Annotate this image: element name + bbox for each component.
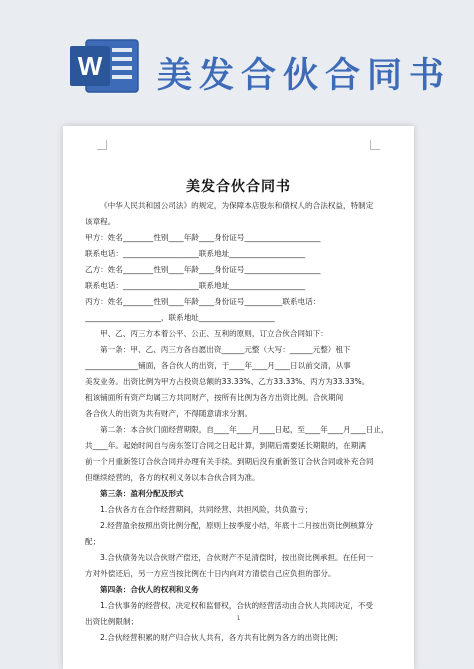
document-line: 2.经营盈余按照出资比例分配，原则上按季度小结，年底十二月按出资比例核算分 <box>100 521 374 530</box>
document-line: 第一条：甲、乙、丙三方各自愿出资______元整（大写：______元整）租下 <box>100 345 351 354</box>
document-line: 3.合伙债务先以合伙财产偿还，合伙财产不足清偿时，按出资比例承担。在任何一 <box>100 553 374 562</box>
margin-corner-mark <box>97 140 107 150</box>
document-title: 美发合伙合同书 <box>186 179 291 195</box>
document-line: 丙方：姓名________性别____年龄____身份证号__________联系电话： <box>85 297 321 306</box>
document-line: 第二条：本合伙门面经营期限，自____年____月____日起，至____年____月____日止， <box>100 425 389 434</box>
document-body <box>85 198 400 646</box>
document-line: 第三条：盈利分配及形式 <box>100 489 184 498</box>
word-document-icon <box>68 38 140 94</box>
document-line: 《中华人民共和国公司法》的规定，为保障本店股东和债权人的合法权益，特制定 <box>100 201 374 210</box>
document-line: 甲、乙、丙三方本着公平、公正、互利的原则，订立合伙合同如下： <box>100 329 328 338</box>
document-page <box>63 126 414 669</box>
document-line: 1.合伙事务的经营权、决定权和监督权，合伙的经营活动由合伙人共同决定，不受 <box>100 601 374 610</box>
document-line: 前一个月重新签订合伙合同并办理有关手续。到期后没有重新签订合伙合同或补充合同 <box>85 457 374 466</box>
document-line: 1.合伙各方在合作经营期间，共同经营、共担风险，共负盈亏； <box>100 505 313 514</box>
document-line: 乙方：姓名________性别____年龄____身份证号____________________ <box>85 265 321 274</box>
banner-title: 美发合伙合同书 <box>157 56 452 96</box>
word-logo-letter: W <box>77 51 103 81</box>
document-line: 共____年。起始时间自与房东签订合同之日起计算，到期后需要延长期限的，在期满 <box>85 441 366 450</box>
document-line: 联系电话：____________________联系地址____________________ <box>85 249 306 258</box>
document-line: 美发业务。出资比例为甲方占投资总额的33.33%、乙方33.33%、丙方为33.33%。 <box>85 377 370 386</box>
document-line: 但继续经营的，各方的权利义务以本合伙合同为准。 <box>85 473 260 482</box>
document-line: 租该铺面所有资产均属三方共同财产，按所有比例为各方出资比例。合伙期间 <box>85 393 344 402</box>
page-number: 1 <box>236 615 241 622</box>
document-line: 该章程。 <box>85 217 116 226</box>
document-line: 甲方：姓名________性别____年龄____身份证号____________________ <box>85 233 321 242</box>
margin-corner-mark <box>370 140 380 150</box>
document-line: 出资比例限制； <box>85 617 139 626</box>
document-line: 联系电话：____________________联系地址____________________ <box>85 281 306 290</box>
header-banner <box>0 0 474 122</box>
document-line: ____________________，联系地址____________________ <box>85 313 275 322</box>
document-line: 第四条：合伙人的权利和义务 <box>100 585 199 594</box>
document-line: 方对外偿还后，另一方应当按比例在十日内向对方清偿自己应负担的部分。 <box>85 569 336 578</box>
document-line: ______________铺面，各合伙人的出资，于____年____月____日以前交清，从事 <box>85 361 351 370</box>
document-line: 各合伙人的出资为共有财产，不得随意请求分割。 <box>85 409 253 418</box>
document-line: 2.合伙经营积累的财产归合伙人共有，各方共有比例为各方的出资比例； <box>100 633 343 642</box>
document-line: 配； <box>85 537 101 546</box>
